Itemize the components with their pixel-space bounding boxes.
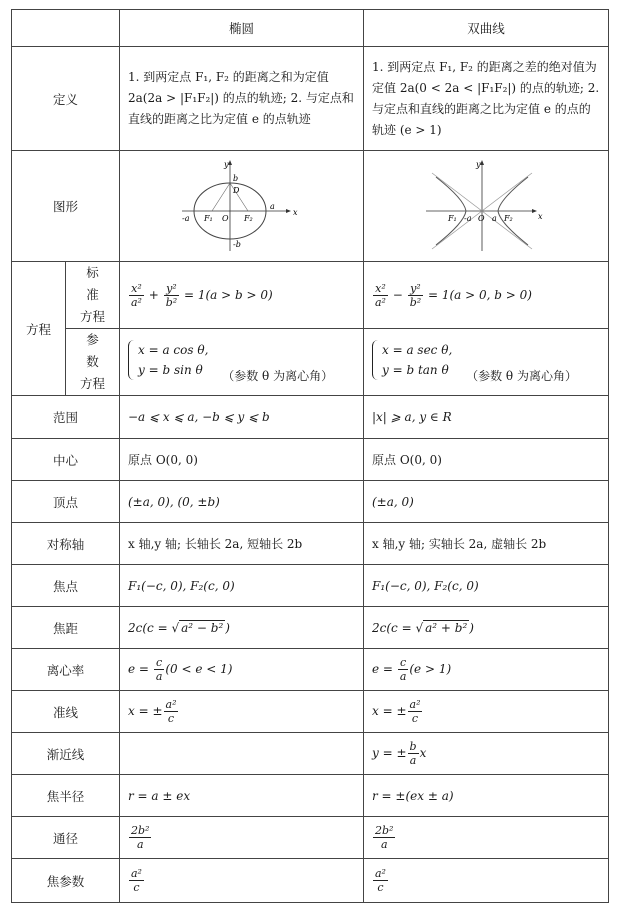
directrix-lhs: x = ± bbox=[372, 704, 407, 718]
frac-num: a² bbox=[131, 867, 142, 880]
hyperbola-label-F1: F₁ bbox=[448, 213, 457, 223]
frac-den: b² bbox=[165, 295, 178, 309]
ellipse-label-D: D bbox=[232, 185, 239, 195]
label-directrix: 准线 bbox=[12, 691, 120, 733]
hyperbola-directrix bbox=[364, 691, 609, 733]
row-center bbox=[12, 439, 609, 481]
ellipse-directrix bbox=[120, 691, 364, 733]
row-latus-rectum bbox=[12, 817, 609, 859]
frac-num: 2b² bbox=[131, 824, 150, 837]
focal-post: ) bbox=[225, 620, 230, 635]
frac-num: a² bbox=[409, 698, 421, 711]
header-corner bbox=[12, 10, 120, 47]
frac-den: a bbox=[399, 670, 407, 683]
frac-b-a bbox=[408, 740, 419, 767]
frac-y2-b2 bbox=[408, 282, 423, 309]
ellipse-standard-equation bbox=[120, 262, 364, 329]
ellipse-label-y: y bbox=[223, 159, 229, 169]
ellipse-label-F2: F₂ bbox=[243, 213, 253, 223]
asymptote-lhs: y = ± bbox=[372, 746, 407, 760]
label-standard-1: 标 准 bbox=[86, 265, 112, 302]
ellipse-range: −a ⩽ x ⩽ a, −b ⩽ y ⩽ b bbox=[120, 396, 364, 439]
hyperbola-vertex: (±a, 0) bbox=[364, 481, 609, 523]
frac-den: a² bbox=[131, 295, 142, 309]
ellipse-focus: F₁(−c, 0), F₂(c, 0) bbox=[120, 565, 364, 607]
ellipse-label-F1: F₁ bbox=[203, 213, 213, 223]
ellipse-label-x: x bbox=[292, 207, 298, 217]
ellipse-x-arrow bbox=[286, 209, 291, 213]
ellipse-param-brace bbox=[128, 340, 208, 380]
frac-den: a bbox=[409, 754, 417, 767]
label-param-2: 方程 bbox=[79, 376, 105, 391]
frac-num: x² bbox=[375, 281, 386, 295]
frac-den: c bbox=[377, 881, 384, 894]
frac-y2-b2 bbox=[164, 282, 179, 309]
hyperbola-param-brace bbox=[372, 340, 452, 380]
frac-den: a² bbox=[375, 295, 386, 309]
frac-den: a bbox=[380, 838, 388, 851]
hyperbola-definition: 1. 到两定点 F₁, F₂ 的距离之差的绝对值为定值 2a(0 < 2a < |F₁F₂|) 的点的轨迹; 2. 与定点和直线的距离之比为定值 e 的点的轨迹 (e > 1) bbox=[364, 47, 609, 151]
directrix-lhs: x = ± bbox=[128, 704, 163, 718]
label-axis: 对称轴 bbox=[12, 523, 120, 565]
hyperbola-center: 原点 O(0, 0) bbox=[364, 439, 609, 481]
frac-a2-c bbox=[408, 698, 423, 725]
ellipse-definition: 1. 到两定点 F₁, F₂ 的距离之和为定值 2a(2a > |F₁F₂|) 的点的轨迹; 2. 与定点和直线的距离之比为定值 e 的点轨迹 bbox=[120, 47, 364, 151]
ellipse-asymptote bbox=[120, 733, 364, 775]
ellipse-figure-cell bbox=[120, 151, 364, 262]
row-directrix bbox=[12, 691, 609, 733]
frac-c-a bbox=[398, 656, 409, 683]
ellipse-focal-line bbox=[212, 183, 230, 211]
hyperbola-axis: x 轴,y 轴; 实轴长 2a, 虚轴长 2b bbox=[364, 523, 609, 565]
hyperbola-standard-equation bbox=[364, 262, 609, 329]
label-definition: 定义 bbox=[12, 47, 120, 151]
ellipse-standard-tail: = 1(a > b > 0) bbox=[183, 287, 273, 302]
ellipse-focal-distance: 2c(c = √ a² − b² ) bbox=[120, 607, 364, 649]
ellipse-param-2: y = b sin θ bbox=[138, 363, 203, 377]
ecc-lhs: e = bbox=[128, 662, 149, 676]
ellipse-param-1: x = a cos θ, bbox=[138, 343, 209, 357]
hyperbola-label-y: y bbox=[476, 159, 481, 169]
hyperbola-label-F2: F₂ bbox=[504, 213, 513, 223]
hyperbola-focus: F₁(−c, 0), F₂(c, 0) bbox=[364, 565, 609, 607]
frac-num: 2b² bbox=[375, 824, 394, 837]
label-asymptote: 渐近线 bbox=[12, 733, 120, 775]
row-figure bbox=[12, 151, 609, 262]
frac-num: c bbox=[400, 656, 407, 669]
frac-num: c bbox=[156, 656, 163, 669]
label-focal-distance: 焦距 bbox=[12, 607, 120, 649]
label-param-1: 参 数 bbox=[86, 332, 112, 369]
ellipse-param-note: （参数 θ 为离心角） bbox=[222, 369, 334, 383]
label-standard-2: 方程 bbox=[79, 309, 105, 324]
hyperbola-diagram bbox=[426, 159, 546, 254]
ellipse-axis: x 轴,y 轴; 长轴长 2a, 短轴长 2b bbox=[120, 523, 364, 565]
hyperbola-x-arrow bbox=[532, 209, 537, 213]
ecc-tail: (e > 1) bbox=[409, 662, 452, 676]
header-row bbox=[12, 10, 609, 47]
label-range: 范围 bbox=[12, 396, 120, 439]
hyperbola-standard-tail: = 1(a > 0, b > 0) bbox=[427, 287, 532, 302]
row-focal-radius bbox=[12, 775, 609, 817]
focal-post: ) bbox=[469, 620, 474, 635]
hyperbola-eccentricity bbox=[364, 649, 609, 691]
label-focus: 焦点 bbox=[12, 565, 120, 607]
ellipse-center: 原点 O(0, 0) bbox=[120, 439, 364, 481]
frac-den: c bbox=[167, 712, 175, 725]
frac-den: a bbox=[136, 838, 144, 851]
frac-num: a² bbox=[375, 867, 386, 880]
ellipse-label-O: O bbox=[221, 213, 229, 223]
ellipse-eccentricity bbox=[120, 649, 364, 691]
row-focus bbox=[12, 565, 609, 607]
asymptote-tail: x bbox=[419, 746, 427, 760]
op-minus: − bbox=[392, 287, 403, 302]
ellipse-vertex: (±a, 0), (0, ±b) bbox=[120, 481, 364, 523]
label-equation: 方程 bbox=[12, 262, 66, 396]
label-center: 中心 bbox=[12, 439, 120, 481]
label-focal-parameter: 焦参数 bbox=[12, 859, 120, 903]
brace-mark bbox=[372, 340, 379, 380]
label-vertex: 顶点 bbox=[12, 481, 120, 523]
row-vertex bbox=[12, 481, 609, 523]
row-eccentricity bbox=[12, 649, 609, 691]
ellipse-focal-radius: r = a ± ex bbox=[120, 775, 364, 817]
ellipse-latus-rectum bbox=[120, 817, 364, 859]
frac-num: y² bbox=[410, 281, 421, 295]
hyperbola-label-O: O bbox=[478, 213, 485, 223]
label-figure: 图形 bbox=[12, 151, 120, 262]
label-latus-rectum: 通径 bbox=[12, 817, 120, 859]
frac-num: x² bbox=[131, 281, 142, 295]
hyperbola-latus-rectum bbox=[364, 817, 609, 859]
frac-2b2-a bbox=[373, 824, 395, 851]
hyperbola-y-arrow bbox=[480, 160, 484, 165]
hyperbola-param-note: （参数 θ 为离心角） bbox=[466, 369, 577, 383]
focal-radicand: a² + b² bbox=[425, 620, 468, 635]
hyperbola-param-lines bbox=[382, 340, 452, 380]
focal-pre: 2c(c = bbox=[372, 620, 416, 635]
hyperbola-label-x: x bbox=[538, 211, 543, 221]
hyperbola-focal-radius: r = ±(ex ± a) bbox=[364, 775, 609, 817]
ellipse-label-nega: -a bbox=[181, 213, 189, 223]
conic-comparison-table bbox=[11, 9, 609, 903]
hyperbola-parametric-equation bbox=[364, 329, 609, 396]
ellipse-label-negb: -b bbox=[232, 239, 241, 249]
row-axis bbox=[12, 523, 609, 565]
focal-pre: 2c(c = bbox=[128, 620, 172, 635]
hyperbola-label-a: a bbox=[492, 213, 497, 223]
ellipse-label-a: a bbox=[269, 201, 275, 211]
header-hyperbola: 双曲线 bbox=[364, 10, 609, 47]
frac-num: y² bbox=[166, 281, 177, 295]
ellipse-diagram bbox=[182, 159, 302, 254]
hyperbola-asymptote bbox=[364, 733, 609, 775]
row-range bbox=[12, 396, 609, 439]
op-plus: + bbox=[148, 287, 159, 302]
ellipse-label-b: b bbox=[232, 173, 238, 183]
ellipse-param-lines bbox=[138, 340, 208, 380]
hyperbola-param-2: y = b tan θ bbox=[382, 363, 449, 377]
hyperbola-figure-cell bbox=[364, 151, 609, 262]
row-asymptote bbox=[12, 733, 609, 775]
hyperbola-range: |x| ⩾ a, y ∈ R bbox=[364, 396, 609, 439]
frac-2b2-a bbox=[129, 824, 151, 851]
ecc-tail: (0 < e < 1) bbox=[165, 662, 233, 676]
frac-den: c bbox=[411, 712, 419, 725]
brace-mark bbox=[128, 340, 135, 380]
ellipse-y-arrow bbox=[228, 160, 232, 165]
row-parametric-equation bbox=[12, 329, 609, 396]
row-standard-equation bbox=[12, 262, 609, 329]
hyperbola-param-1: x = a sec θ, bbox=[382, 343, 453, 357]
frac-den: b² bbox=[409, 295, 422, 309]
row-definition bbox=[12, 47, 609, 151]
focal-radicand: a² − b² bbox=[181, 620, 224, 635]
frac-x2-a2 bbox=[373, 282, 388, 309]
frac-num: a² bbox=[165, 698, 177, 711]
frac-x2-a2 bbox=[129, 282, 144, 309]
label-standard-equation bbox=[66, 262, 120, 329]
header-ellipse: 椭圆 bbox=[120, 10, 364, 47]
frac-a2-c bbox=[164, 698, 179, 725]
ecc-lhs: e = bbox=[372, 662, 393, 676]
frac-den: c bbox=[133, 881, 140, 894]
hyperbola-label-nega: -a bbox=[464, 213, 472, 223]
ellipse-parametric-equation bbox=[120, 329, 364, 396]
frac-num: b bbox=[409, 740, 417, 753]
frac-c-a bbox=[154, 656, 165, 683]
row-focal-distance bbox=[12, 607, 609, 649]
label-eccentricity: 离心率 bbox=[12, 649, 120, 691]
hyperbola-focal-distance: 2c(c = √ a² + b² ) bbox=[364, 607, 609, 649]
frac-den: a bbox=[155, 670, 163, 683]
label-parametric-equation bbox=[66, 329, 120, 396]
label-focal-radius: 焦半径 bbox=[12, 775, 120, 817]
